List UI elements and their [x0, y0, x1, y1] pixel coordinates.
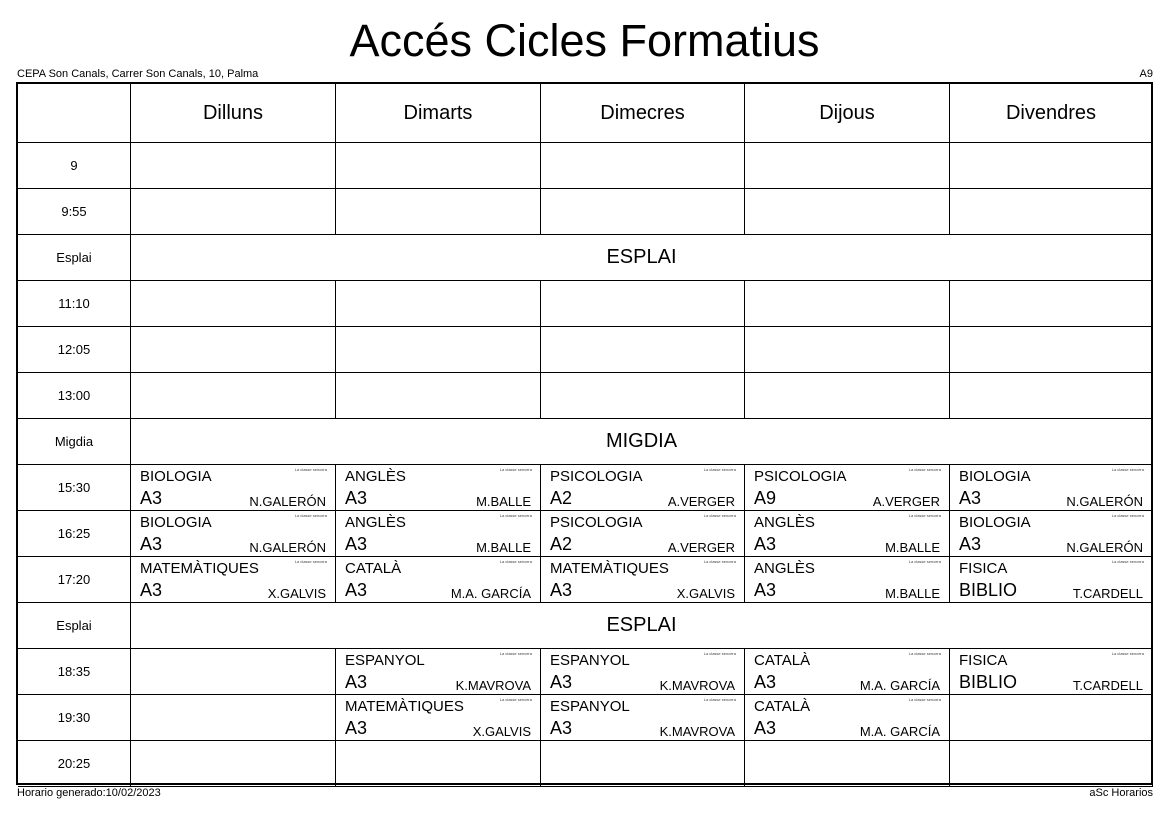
lesson-teacher: X.GALVIS [472, 724, 531, 739]
timetable-cell[interactable] [541, 741, 745, 787]
lesson-note: La classe sencera [294, 467, 327, 472]
lesson-card[interactable] [745, 649, 950, 695]
lesson-subject: BIOLOGIA [140, 468, 212, 485]
lesson-teacher: X.GALVIS [676, 586, 735, 601]
lesson-room: A3 [140, 534, 163, 554]
timetable-cell[interactable] [745, 373, 950, 419]
lesson-subject: BIOLOGIA [959, 468, 1031, 485]
timetable-cell[interactable] [541, 373, 745, 419]
lesson-card[interactable] [541, 465, 745, 511]
timetable-cell[interactable] [541, 189, 745, 235]
generated-date: Horario generado:10/02/2023 [17, 787, 161, 799]
lesson-note: La classe sencera [703, 559, 736, 564]
timetable-cell[interactable] [541, 327, 745, 373]
timetable-cell[interactable] [131, 741, 336, 787]
timetable-cell[interactable] [950, 741, 1153, 787]
lesson-room: A3 [754, 672, 777, 692]
lesson-subject: PSICOLOGIA [550, 514, 643, 531]
corner-cell [18, 84, 131, 143]
lesson-room: A3 [345, 580, 368, 600]
timetable-cell[interactable] [745, 327, 950, 373]
lesson-card[interactable] [131, 511, 336, 557]
lesson-note: La classe sencera [908, 651, 941, 656]
lesson-subject: ESPANYOL [345, 652, 425, 669]
timetable-cell[interactable] [950, 189, 1153, 235]
day-header: Divendres [950, 84, 1153, 143]
lesson-card[interactable] [745, 511, 950, 557]
lesson-room: A3 [754, 580, 777, 600]
lesson-room: A3 [345, 718, 368, 738]
time-label: 12:05 [18, 327, 131, 373]
lesson-note: La classe sencera [703, 697, 736, 702]
timetable-cell[interactable] [131, 143, 336, 189]
lesson-card[interactable] [541, 511, 745, 557]
lesson-teacher: M.BALLE [476, 540, 531, 555]
lesson-subject: ANGLÈS [754, 514, 815, 531]
lesson-card[interactable] [745, 695, 950, 741]
timetable-cell[interactable] [745, 741, 950, 787]
lesson-subject: CATALÀ [345, 560, 402, 577]
lesson-teacher: T.CARDELL [1072, 586, 1143, 601]
lesson-teacher: M.A. GARCÍA [859, 678, 940, 693]
time-label: Esplai [18, 235, 131, 281]
lesson-subject: ESPANYOL [550, 698, 630, 715]
time-label: 19:30 [18, 695, 131, 741]
lesson-room: A3 [140, 580, 163, 600]
break-row: MIGDIA [131, 419, 1153, 465]
lesson-room: A3 [754, 718, 777, 738]
lesson-room: A3 [345, 488, 368, 508]
lesson-teacher: N.GALERÓN [249, 540, 326, 555]
lesson-teacher: M.BALLE [476, 494, 531, 509]
timetable-cell[interactable] [950, 143, 1153, 189]
software-credit: aSc Horarios [1089, 787, 1153, 799]
lesson-note: La classe sencera [499, 651, 532, 656]
lesson-note: La classe sencera [294, 559, 327, 564]
school-address: CEPA Son Canals, Carrer Son Canals, 10, Palma [17, 68, 259, 80]
lesson-card[interactable] [336, 557, 541, 603]
lesson-card[interactable] [541, 695, 745, 741]
lesson-room: A3 [140, 488, 163, 508]
time-label: 11:10 [18, 281, 131, 327]
lesson-room: BIBLIO [959, 672, 1018, 692]
time-label: 17:20 [18, 557, 131, 603]
lesson-note: La classe sencera [294, 513, 327, 518]
lesson-note: La classe sencera [908, 513, 941, 518]
timetable-cell[interactable] [336, 373, 541, 419]
time-label: 13:00 [18, 373, 131, 419]
lesson-note: La classe sencera [499, 467, 532, 472]
timetable-cell[interactable] [336, 327, 541, 373]
time-label: 20:25 [18, 741, 131, 787]
timetable-cell[interactable] [336, 143, 541, 189]
lesson-card[interactable] [336, 511, 541, 557]
time-label: Migdia [18, 419, 131, 465]
time-label: 16:25 [18, 511, 131, 557]
lesson-subject: MATEMÀTIQUES [140, 560, 259, 577]
lesson-card[interactable] [336, 695, 541, 741]
day-header: Dilluns [131, 84, 336, 143]
lesson-subject: MATEMÀTIQUES [550, 560, 669, 577]
lesson-teacher: A.VERGER [667, 494, 735, 509]
lesson-note: La classe sencera [1111, 651, 1144, 656]
lesson-teacher: T.CARDELL [1072, 678, 1143, 693]
timetable-cell[interactable] [745, 189, 950, 235]
lesson-subject: FISICA [959, 560, 1008, 577]
time-label: 9 [18, 143, 131, 189]
timetable-cell[interactable] [541, 143, 745, 189]
lesson-room: A3 [754, 534, 777, 554]
lesson-subject: ANGLÈS [345, 514, 406, 531]
lesson-room: A2 [550, 488, 573, 508]
lesson-note: La classe sencera [908, 697, 941, 702]
lesson-subject: MATEMÀTIQUES [345, 698, 464, 715]
lesson-subject: PSICOLOGIA [550, 468, 643, 485]
lesson-card[interactable] [950, 511, 1153, 557]
day-header: Dimarts [336, 84, 541, 143]
lesson-teacher: K.MAVROVA [659, 724, 735, 739]
timetable-cell[interactable] [131, 373, 336, 419]
lesson-card[interactable] [950, 465, 1153, 511]
time-label: 9:55 [18, 189, 131, 235]
lesson-room: A3 [550, 672, 573, 692]
page-title: Accés Cicles Formatius [349, 15, 820, 66]
timetable-cell[interactable] [950, 281, 1153, 327]
lesson-subject: CATALÀ [754, 652, 811, 669]
timetable-cell[interactable] [131, 327, 336, 373]
timetable-grid [16, 82, 1153, 785]
timetable-cell[interactable] [541, 281, 745, 327]
lesson-card[interactable] [131, 557, 336, 603]
timetable-cell[interactable] [131, 281, 336, 327]
lesson-card[interactable] [745, 557, 950, 603]
timetable-cell[interactable] [336, 189, 541, 235]
lesson-card[interactable] [131, 465, 336, 511]
break-row: ESPLAI [131, 603, 1153, 649]
lesson-room: A3 [345, 534, 368, 554]
lesson-room: A2 [550, 534, 573, 554]
lesson-teacher: N.GALERÓN [1066, 494, 1143, 509]
lesson-subject: PSICOLOGIA [754, 468, 847, 485]
lesson-teacher: K.MAVROVA [659, 678, 735, 693]
lesson-card[interactable] [541, 649, 745, 695]
break-row: ESPLAI [131, 235, 1153, 281]
lesson-note: La classe sencera [499, 513, 532, 518]
lesson-card[interactable] [950, 557, 1153, 603]
lesson-subject: ANGLÈS [754, 560, 815, 577]
lesson-teacher: N.GALERÓN [249, 494, 326, 509]
lesson-subject: BIOLOGIA [140, 514, 212, 531]
timetable-cell[interactable] [131, 649, 336, 695]
lesson-note: La classe sencera [703, 651, 736, 656]
lesson-card[interactable] [336, 465, 541, 511]
lesson-teacher: M.A. GARCÍA [450, 586, 531, 601]
timetable-cell[interactable] [745, 143, 950, 189]
lesson-subject: ESPANYOL [550, 652, 630, 669]
lesson-subject: CATALÀ [754, 698, 811, 715]
timetable-cell[interactable] [950, 695, 1153, 741]
lesson-note: La classe sencera [703, 513, 736, 518]
lesson-card[interactable] [950, 649, 1153, 695]
time-label: 15:30 [18, 465, 131, 511]
lesson-room: BIBLIO [959, 580, 1018, 600]
lesson-teacher: K.MAVROVA [455, 678, 531, 693]
lesson-note: La classe sencera [499, 559, 532, 564]
lesson-room: A3 [959, 534, 982, 554]
group-code: A9 [1139, 68, 1153, 80]
lesson-note: La classe sencera [499, 697, 532, 702]
lesson-teacher: A.VERGER [667, 540, 735, 555]
timetable-cell[interactable] [950, 373, 1153, 419]
timetable-cell[interactable] [336, 281, 541, 327]
lesson-subject: BIOLOGIA [959, 514, 1031, 531]
lesson-teacher: N.GALERÓN [1066, 540, 1143, 555]
lesson-teacher: A.VERGER [872, 494, 940, 509]
lesson-note: La classe sencera [1111, 559, 1144, 564]
lesson-note: La classe sencera [908, 467, 941, 472]
lesson-subject: ANGLÈS [345, 468, 406, 485]
lesson-card[interactable] [336, 649, 541, 695]
lesson-note: La classe sencera [1111, 467, 1144, 472]
lesson-note: La classe sencera [908, 559, 941, 564]
timetable-cell[interactable] [131, 695, 336, 741]
lesson-room: A3 [959, 488, 982, 508]
lesson-subject: FISICA [959, 652, 1008, 669]
timetable-cell[interactable] [745, 281, 950, 327]
timetable-cell[interactable] [336, 741, 541, 787]
lesson-teacher: M.A. GARCÍA [859, 724, 940, 739]
day-header: Dimecres [541, 84, 745, 143]
lesson-teacher: X.GALVIS [267, 586, 326, 601]
lesson-note: La classe sencera [703, 467, 736, 472]
lesson-room: A3 [345, 672, 368, 692]
time-label: Esplai [18, 603, 131, 649]
lesson-card[interactable] [745, 465, 950, 511]
lesson-room: A3 [550, 718, 573, 738]
time-label: 18:35 [18, 649, 131, 695]
lesson-room: A9 [754, 488, 777, 508]
lesson-card[interactable] [541, 557, 745, 603]
timetable-cell[interactable] [131, 189, 336, 235]
day-header: Dijous [745, 84, 950, 143]
timetable-cell[interactable] [950, 327, 1153, 373]
lesson-room: A3 [550, 580, 573, 600]
lesson-teacher: M.BALLE [885, 586, 940, 601]
lesson-teacher: M.BALLE [885, 540, 940, 555]
lesson-note: La classe sencera [1111, 513, 1144, 518]
